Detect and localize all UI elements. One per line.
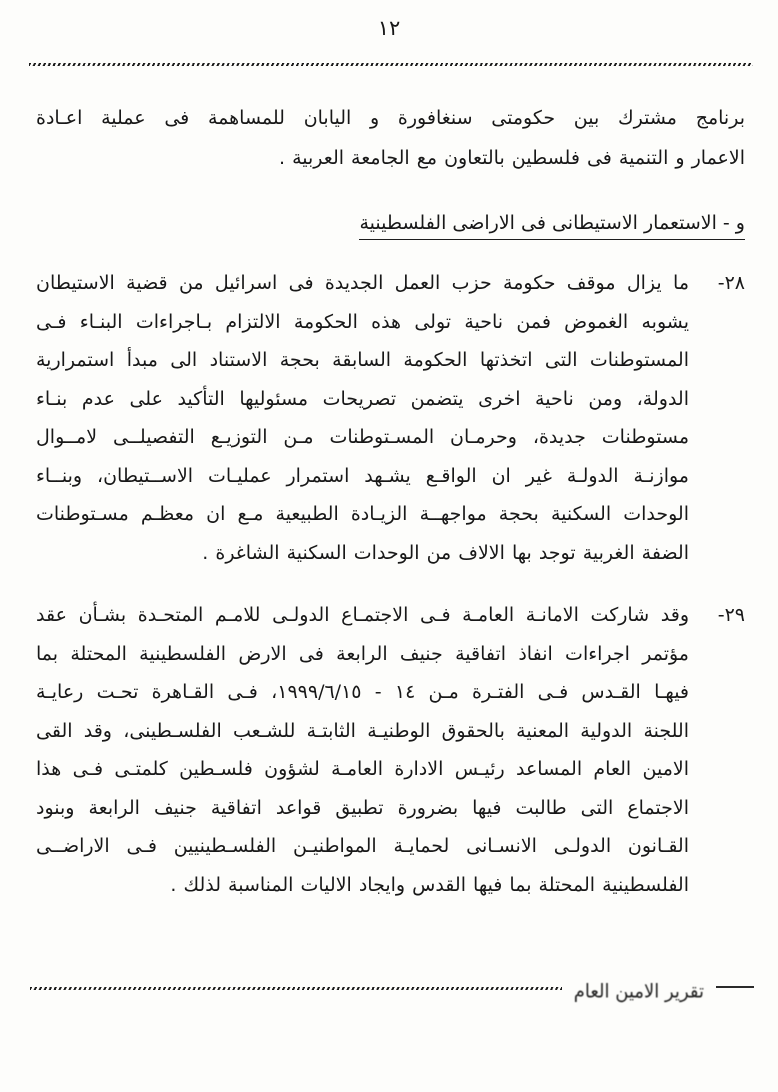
body-line: فيهـا القـدس فـى الفتـرة مـن ١٤ - ١٩٩٩/٦/١٥، فـى القـاهرة تحـت رعايـة (36, 681, 690, 703)
intro-line: الاعمار و التنمية فى فلسطين بالتعاون مع الجامعة العربية . (279, 146, 745, 169)
paragraph-number: ٢٨- (717, 272, 745, 294)
body-line: الدولة، ومن ناحية اخرى يتضمن تصريحات مسئوليها التأكيد على عدم بنـاء (36, 387, 689, 410)
body-line: الامين العام المساعد رئيـس الادارة العامـة لشؤون فلسـطين كلمتـى فـى هذا (36, 758, 689, 780)
body-line: الضفة الغربية توجد بها الالاف من الوحدات السكنية الشاغرة . (202, 541, 689, 564)
section-heading (36, 212, 745, 240)
page-footer (30, 964, 754, 1010)
body-line: يشوبه الغموض فمن ناحية تولى هذه الحكومة الالتزام بـاجراءات البنـاء فـى (36, 310, 689, 333)
page-number: ١٢ (377, 16, 401, 40)
body-line: الفلسطينية المحتلة بما فيها القدس وايجاد الاليات المناسبة لذلك . (170, 873, 689, 896)
footer-note: تقرير الامين العام (573, 979, 704, 1003)
top-divider (29, 63, 753, 66)
section-heading-text: و - الاستعمار الاستيطانى فى الاراضى الفلسطينية (359, 212, 745, 240)
body-line: الوحدات السكنية بحجة مواجهــة الزيـادة الطبيعية مـع ان معظـم مسـتوطنات (36, 503, 689, 525)
paragraph-body (36, 264, 689, 572)
footer-divider (30, 987, 562, 990)
body-line: موازنـة الدولـة غير ان الواقـع يشـهد استمرار عمليـات الاســتيطان، وبنــاء (36, 464, 689, 487)
body-line: اللجنة الدولية المعنية بالحقوق الوطنيـة الثابتـة للشـعب الفلسـطينى، وقد القى (36, 719, 689, 742)
body-line: مؤتمر اجراءات انفاذ اتفاقية جنيف الرابعة فى الارض الفلسطينية المحتلة بما (36, 642, 689, 665)
body-line: المستوطنات التى اتخذتها الحكومة السابقة بحجة الاستناد الى مبدأ استمرارية (36, 349, 689, 371)
paragraph-body (36, 596, 689, 904)
paragraph-29 (36, 596, 745, 904)
paragraph-28 (36, 264, 745, 572)
body-line: القـانون الدولـى الانسـانى لحمايـة المواطنيـن الفلسـطينيين فـى الاراضــى (36, 835, 689, 857)
body-line: وقد شاركت الامانـة العامـة فـى الاجتمـاع الدولـى للامـم المتحـدة بشـأن عقد (36, 604, 689, 626)
body-line: مستوطنات جديدة، وحرمـان المسـتوطنات مـن التوزيـع التفصيلــى لامــوال (36, 426, 689, 448)
footer-dash (716, 986, 754, 988)
paragraph-number: ٢٩- (717, 604, 745, 626)
body-line: ما يزال موقف حكومة حزب العمل الجديدة فى اسرائيل من قضية الاستيطان (36, 272, 689, 294)
intro-paragraph (36, 99, 745, 178)
intro-line: برنامج مشترك بين حكومتى سنغافورة و اليابان للمساهمة فى عملية اعـادة (36, 107, 745, 129)
body-line: الاجتماع التى طالبت فيها بضرورة تطبيق قواعد اتفاقية جنيف الرابعة وبنود (36, 796, 689, 819)
